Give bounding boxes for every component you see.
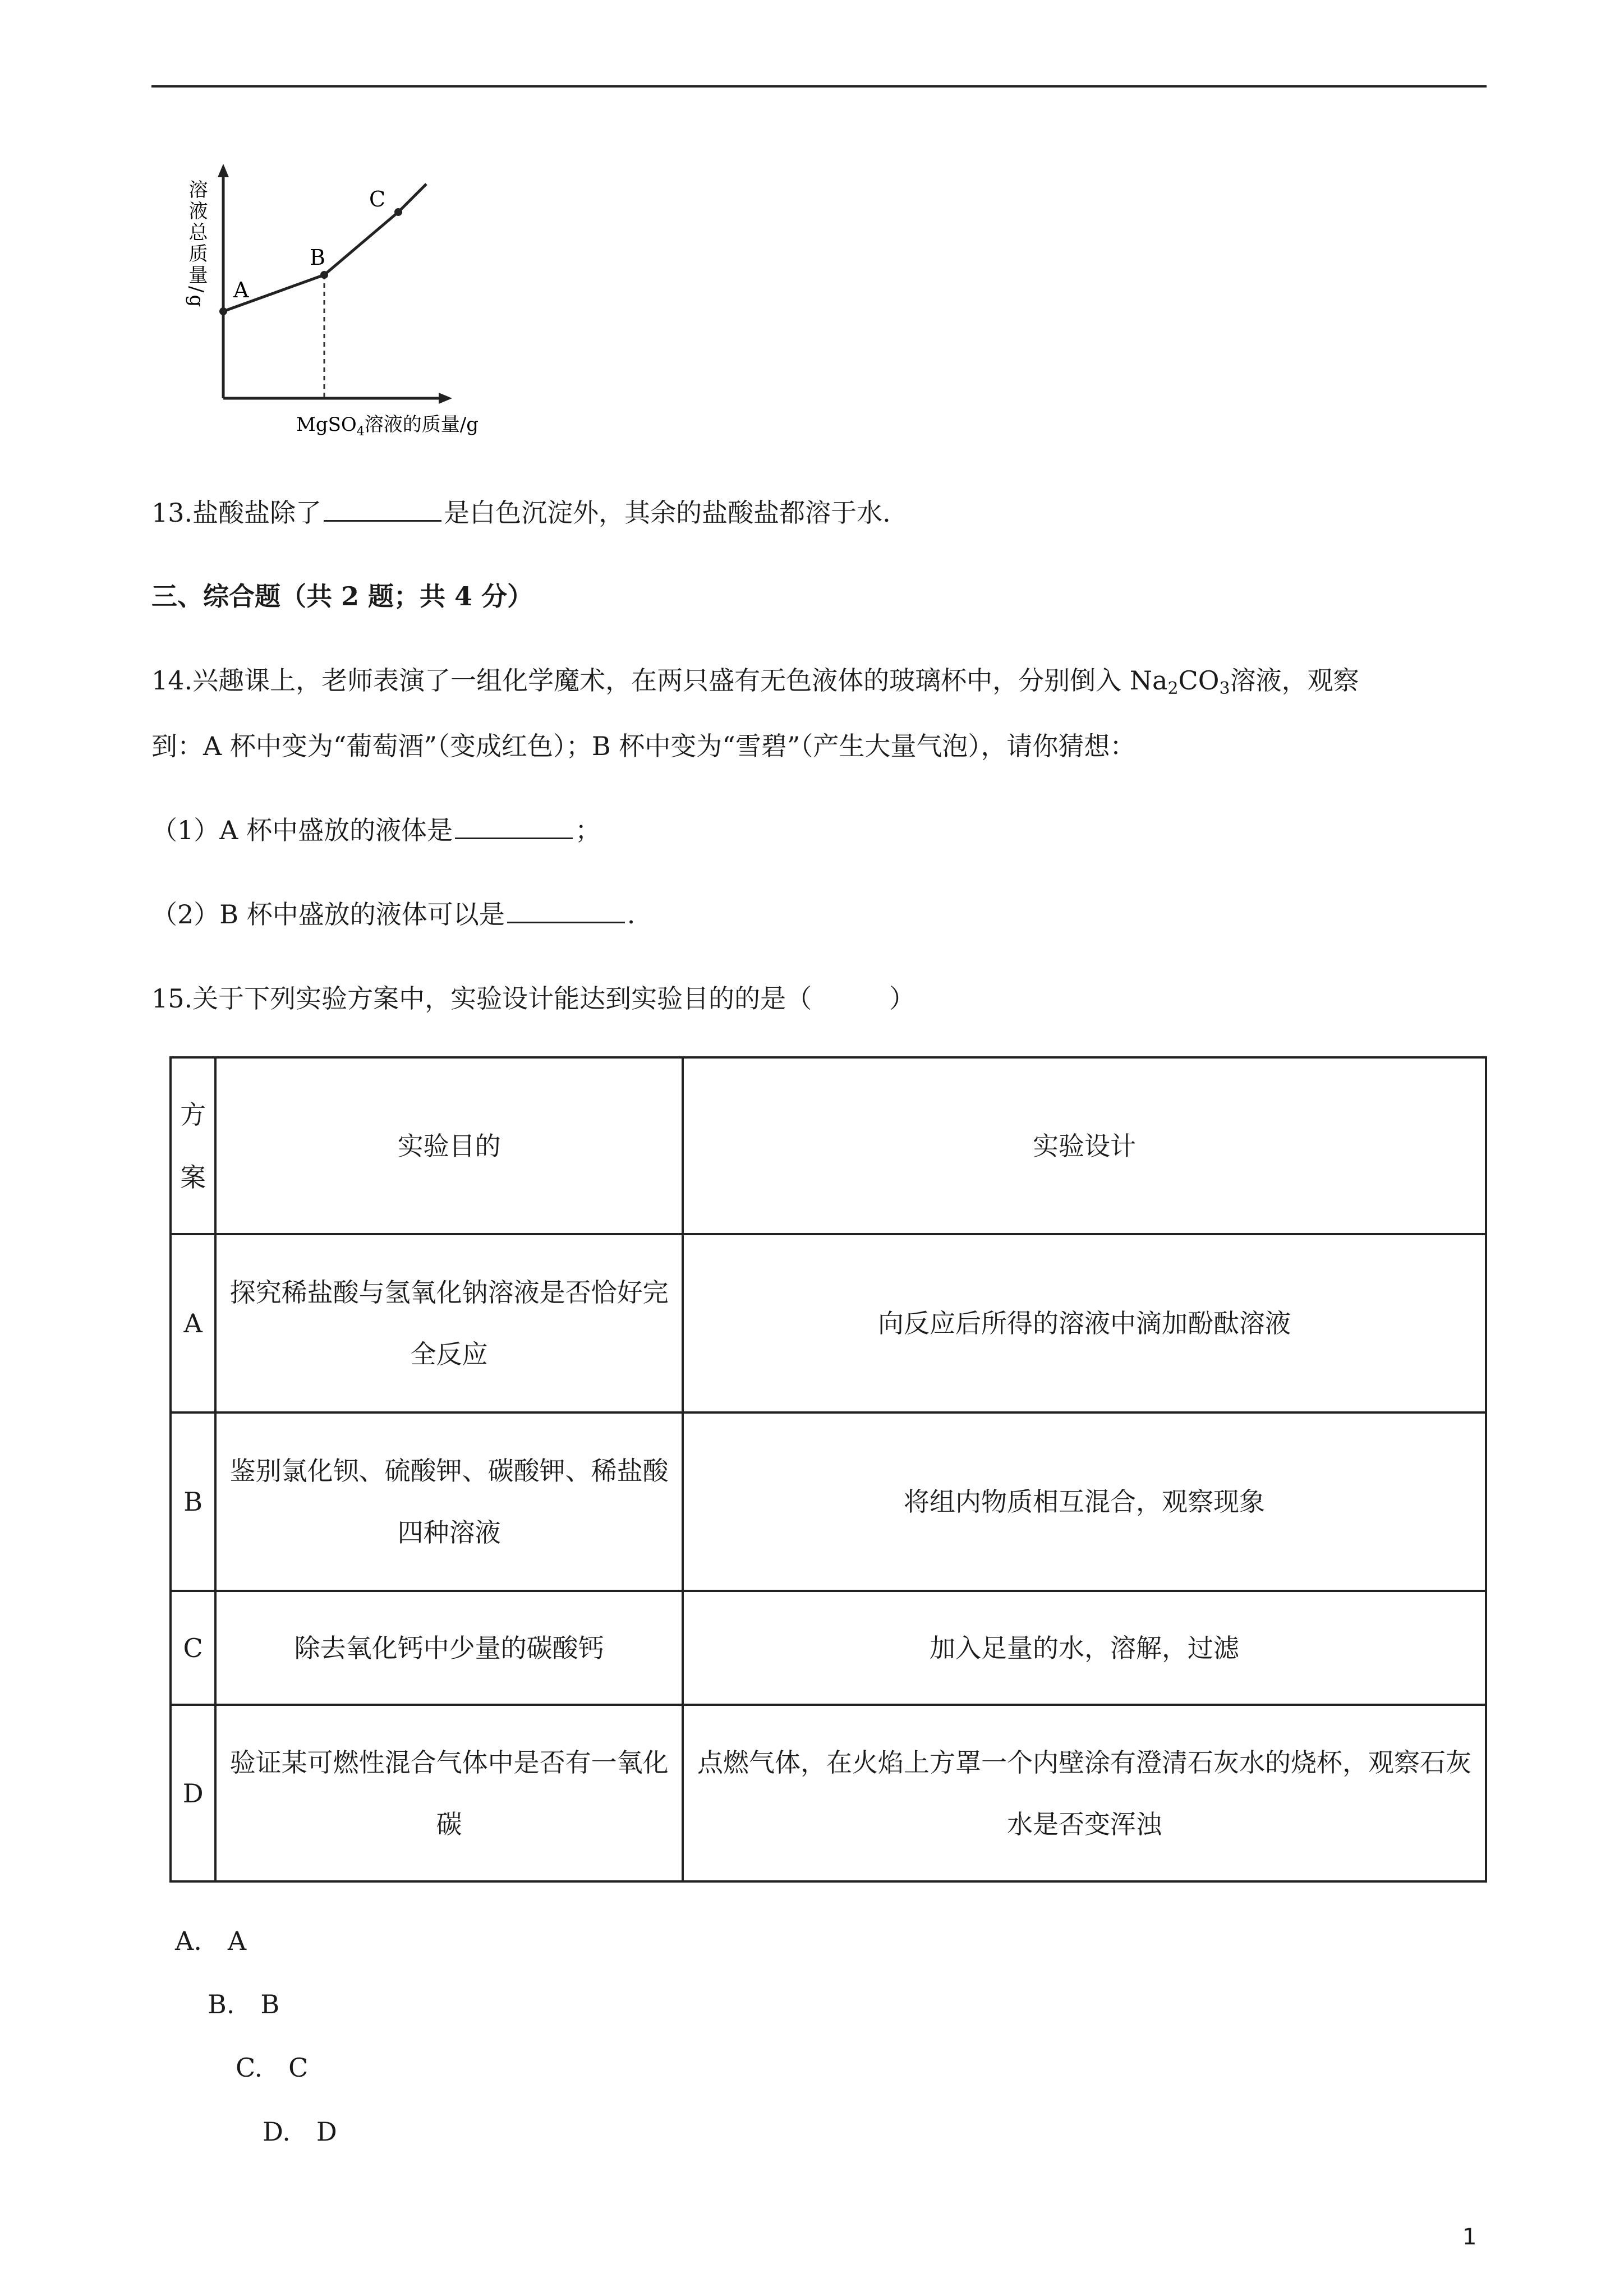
row-purpose: 验证某可燃性混合气体中是否有一氧化碳 <box>215 1705 683 1881</box>
x-axis-arrow <box>439 393 452 404</box>
table-header-row <box>171 1057 1486 1234</box>
q13-suffix: 是白色沉淀外，其余的盐酸盐都溶于水. <box>444 498 891 528</box>
question-14-part1: （1）A 杯中盛放的液体是 ； <box>151 815 601 845</box>
row-design: 点燃气体，在火焰上方罩一个内壁涂有澄清石灰水的烧杯，观察石灰水是否变浑浊 <box>683 1705 1486 1881</box>
row-label: C <box>171 1591 215 1705</box>
question-15-stem: 15.关于下列实验方案中，实验设计能达到实验目的的是（ ） <box>151 983 915 1014</box>
row-purpose: 鉴别氯化钡、硫酸钾、碳酸钾、稀盐酸四种溶液 <box>215 1412 683 1591</box>
row-label: B <box>171 1412 215 1591</box>
q14-part2-blank[interactable] <box>507 900 625 923</box>
mass-graph <box>180 163 572 454</box>
q13-answer-blank[interactable] <box>324 499 441 522</box>
page-number: 1 <box>1462 2224 1477 2250</box>
question-14-line2: 到：A 杯中变为“葡萄酒”（变成红色）；B 杯中变为“雪碧”（产生大量气泡），请你猜想： <box>151 731 1136 761</box>
y-axis-label: 溶液总质量/g <box>185 180 208 310</box>
option-c[interactable]: C. C <box>236 2053 309 2083</box>
point-b-dot <box>320 271 328 279</box>
header-rule <box>151 85 1487 88</box>
q13-prefix: 13.盐酸盐除了 <box>151 498 322 528</box>
header-scheme: 方案 <box>171 1057 215 1234</box>
table-row <box>171 1412 1486 1591</box>
y-axis-arrow <box>218 164 229 177</box>
row-purpose: 探究稀盐酸与氢氧化钠溶液是否恰好完全反应 <box>215 1234 683 1412</box>
table-row <box>171 1234 1486 1412</box>
table-row <box>171 1705 1486 1881</box>
option-d[interactable]: D. D <box>263 2116 337 2147</box>
section-3-title: 三、综合题（共 2 题；共 4 分） <box>151 581 533 611</box>
question-13 <box>151 496 891 530</box>
row-design: 向反应后所得的溶液中滴加酚酞溶液 <box>683 1234 1486 1412</box>
question-14-line1: 14.兴趣课上，老师表演了一组化学魔术，在两只盛有无色液体的玻璃杯中，分别倒入 $Na_2CO_3$溶液，观察 <box>151 665 1359 698</box>
row-label: A <box>171 1234 215 1412</box>
point-c-label: C <box>369 187 386 211</box>
row-purpose: 除去氧化钙中少量的碳酸钙 <box>215 1591 683 1705</box>
point-c-dot <box>394 208 402 216</box>
q14-part1-blank[interactable] <box>455 816 573 839</box>
option-b[interactable]: B. B <box>208 1989 280 2019</box>
header-purpose: 实验目的 <box>215 1057 683 1234</box>
point-a-label: A <box>233 278 249 302</box>
x-axis-label: MgSO$_4$溶液的质量/g <box>296 413 479 439</box>
row-design: 将组内物质相互混合，观察现象 <box>683 1412 1486 1591</box>
point-a-dot <box>219 307 227 315</box>
experiment-table <box>169 1056 1487 1883</box>
header-design: 实验设计 <box>683 1057 1486 1234</box>
row-label: D <box>171 1705 215 1881</box>
option-a[interactable]: A. A <box>175 1926 247 1956</box>
question-14-part2: （2）B 杯中盛放的液体可以是 . <box>151 899 636 930</box>
row-design: 加入足量的水，溶解，过滤 <box>683 1591 1486 1705</box>
point-b-label: B <box>310 245 325 270</box>
table-row <box>171 1591 1486 1705</box>
